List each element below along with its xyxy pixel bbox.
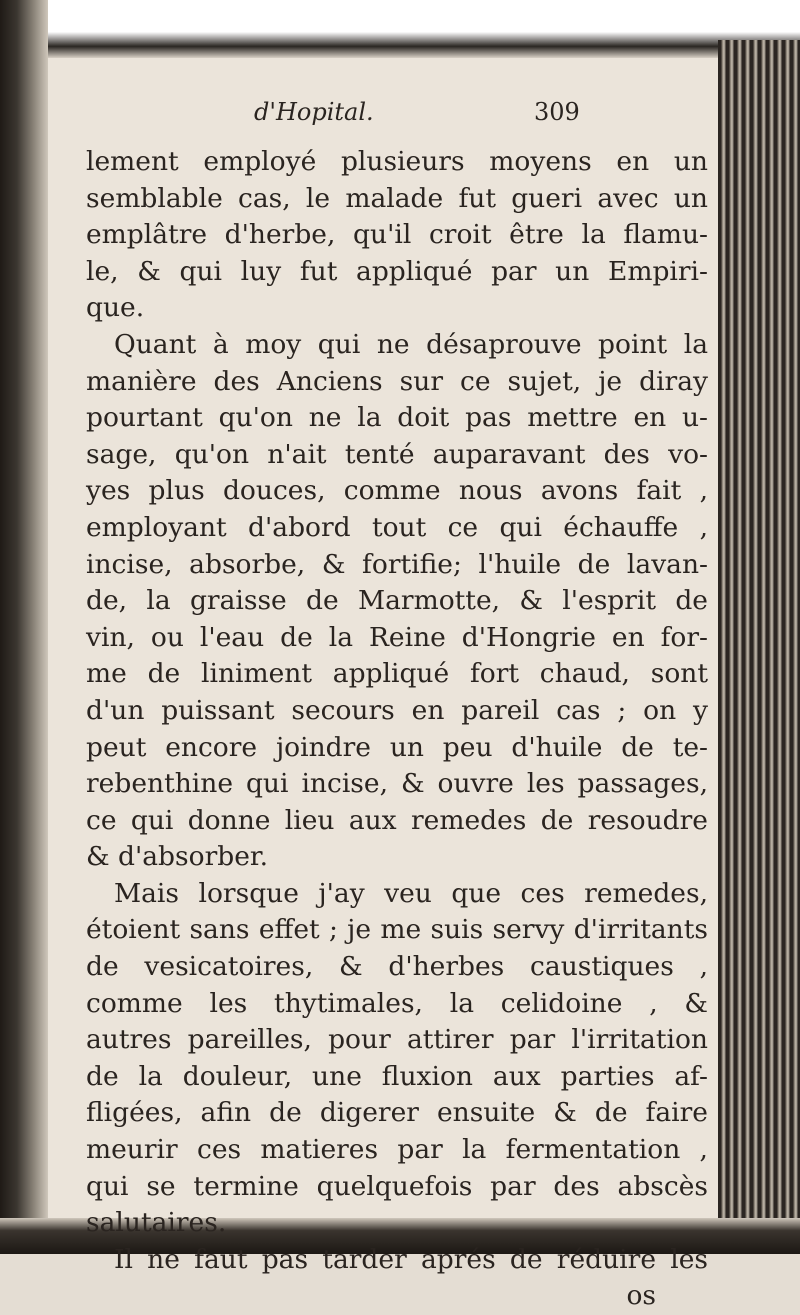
text-line: incise, absorbe, & fortifie; l'huile de lavan- [86, 548, 708, 580]
text-line: étoient sans effet ; je me suis servy d'irritants [86, 914, 708, 946]
text-line: de vesicatoires, & d'herbes caustiques , [86, 951, 708, 983]
text-line: que. [86, 292, 145, 324]
text-line: autres pareilles, pour attirer par l'irritation [86, 1024, 708, 1056]
text-line: me de liniment appliqué fort chaud, sont [86, 658, 708, 690]
text-line: Quant à moy qui ne désaprouve point la [114, 328, 708, 360]
text-line: yes plus douces, comme nous avons fait , [86, 475, 708, 507]
text-line: vin, ou l'eau de la Reine d'Hongrie en for- [86, 621, 708, 653]
text-line: employant d'abord tout ce qui échauffe , [86, 511, 708, 543]
text-line: manière des Anciens sur ce sujet, je diray [86, 365, 708, 397]
text-line: ce qui donne lieu aux remedes de resoudre [86, 804, 708, 836]
text-line: peut encore joindre un peu d'huile de te- [86, 731, 708, 763]
page-stack-edge [718, 40, 800, 1240]
text-line: salutaires. [86, 1207, 227, 1239]
text-line: lement employé plusieurs moyens en un [86, 146, 708, 177]
text-line: rebenthine qui incise, & ouvre les passages, [86, 768, 708, 800]
text-line: Il ne faut pas tarder aprés de réduire les [114, 1243, 708, 1275]
text-line: sage, qu'on n'ait tenté auparavant des vo- [86, 438, 708, 470]
text-line: semblable cas, le malade fut gueri avec un [86, 182, 708, 214]
text-line: le, & qui luy fut appliqué par un Empiri- [86, 255, 708, 287]
running-head [86, 98, 708, 144]
text-line: qui se termine quelquefois par des abscès [86, 1170, 708, 1202]
text-line: emplâtre d'herbe, qu'il croit être la flamu- [86, 219, 708, 251]
text-line: Mais lorsque j'ay veu que ces remedes, [114, 877, 708, 909]
running-title: d'Hopital. [254, 98, 374, 126]
text-line: de la douleur, une fluxion aux parties af- [86, 1060, 708, 1092]
text-line: comme les thytimales, la celidoine , & [86, 987, 708, 1019]
text-line: & d'absorber. [86, 841, 269, 873]
page-top-edge [0, 0, 800, 58]
text-line: meurir ces matieres par la fermentation , [86, 1134, 708, 1166]
page-number: 309 [534, 98, 580, 126]
text-line: d'un puissant secours en pareil cas ; on y [86, 694, 708, 726]
catchword: os [626, 1280, 656, 1312]
text-block [86, 98, 708, 1315]
body-text [86, 144, 708, 1278]
text-line: de, la graisse de Marmotte, & l'esprit de [86, 585, 708, 617]
book-spine-gutter [0, 0, 48, 1254]
text-line: fligées, afin de digerer ensuite & de faire [86, 1097, 708, 1129]
text-line: pourtant qu'on ne la doit pas mettre en u- [86, 402, 708, 434]
